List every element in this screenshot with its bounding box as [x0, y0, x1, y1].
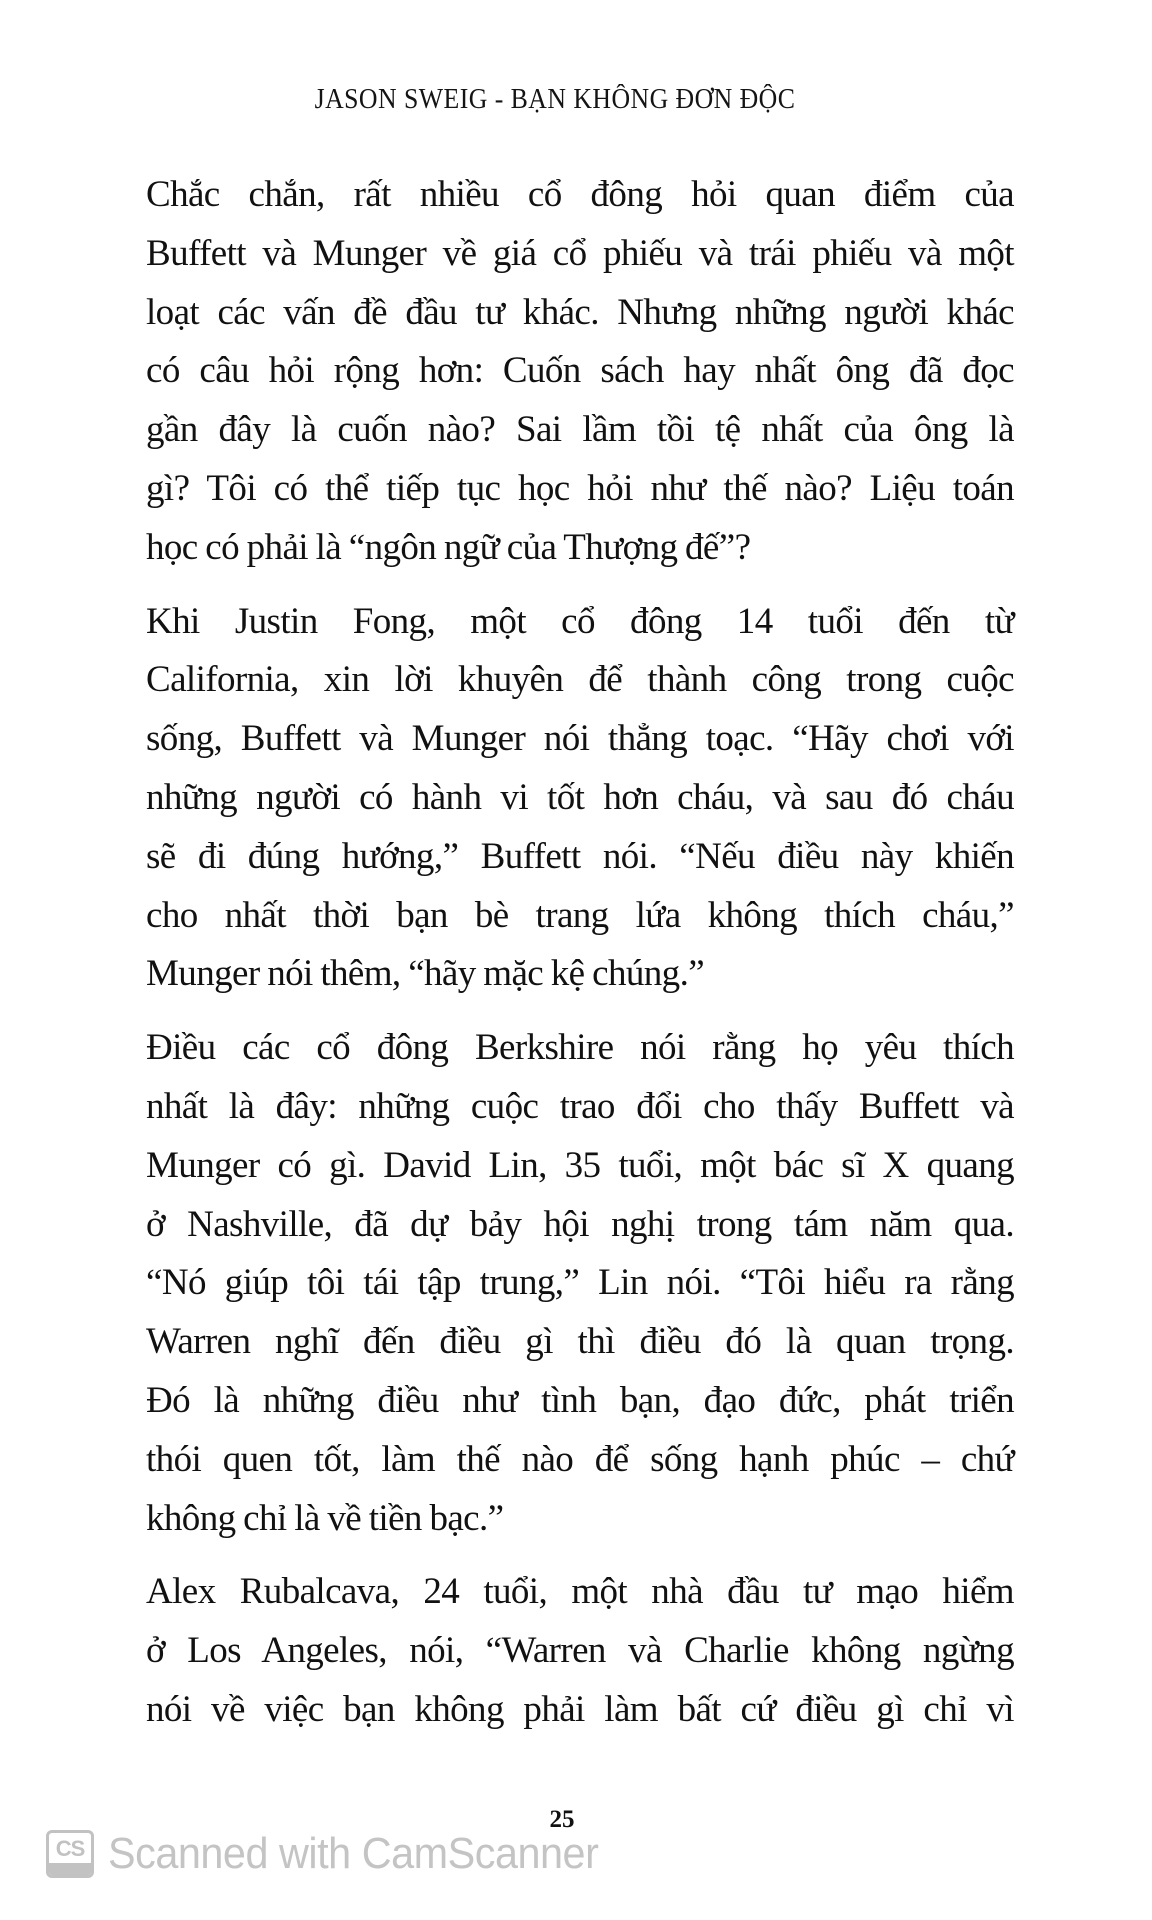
text-line: Munger có gì. David Lin, 35 tuổi, một bác sĩ X quang — [146, 1144, 1014, 1186]
text-line: Buffett và Munger về giá cổ phiếu và trái phiếu và một — [146, 232, 1014, 274]
logo-text: CS — [55, 1836, 85, 1861]
text-line: Munger nói thêm, “hãy mặc kệ chúng.” — [146, 953, 705, 995]
running-head — [44, 84, 1104, 116]
watermark-text: Scanned with CamScanner — [108, 1829, 599, 1878]
text-line: “Nó giúp tôi tái tập trung,” Lin nói. “Tôi hiểu ra rằng — [146, 1262, 1014, 1304]
text-line: gần đây là cuốn nào? Sai lầm tồi tệ nhất của ông là — [146, 409, 1014, 451]
text-line: ở Los Angeles, nói, “Warren và Charlie không ngừng — [146, 1630, 1014, 1672]
paragraph-3 — [98, 1019, 1014, 1548]
text-line: sẽ đi đúng hướng,” Buffett nói. “Nếu điều này khiến — [146, 835, 1014, 877]
text-line: nói về việc bạn không phải làm bất cứ điều gì chỉ vì — [146, 1688, 1014, 1730]
text-line: ở Nashville, đã dự bảy hội nghị trong tám năm qua. — [146, 1203, 1014, 1245]
text-line: gì? Tôi có thể tiếp tục học hỏi như thế nào? Liệu toán — [146, 467, 1014, 509]
paragraph-4 — [98, 1563, 1014, 1739]
logo-strip — [49, 1863, 91, 1875]
camscanner-watermark — [46, 1828, 630, 1880]
text-line: không chỉ là về tiền bạc.” — [146, 1497, 504, 1539]
text-line: Điều các cổ đông Berkshire nói rằng họ yêu thích — [146, 1027, 1014, 1069]
text-line: Khi Justin Fong, một cổ đông 14 tuổi đến từ — [146, 600, 1014, 642]
paragraph-2 — [98, 593, 1014, 1005]
text-line: Đó là những điều như tình bạn, đạo đức, phát triển — [146, 1379, 1014, 1421]
text-line: học có phải là “ngôn ngữ của Thượng đế”? — [146, 526, 751, 568]
text-line: sống, Buffett và Munger nói thẳng toạc. “Hãy chơi với — [146, 718, 1014, 760]
text-line: loạt các vấn đề đầu tư khác. Nhưng những người khác — [146, 291, 1014, 333]
text-line: California, xin lời khuyên để thành công trong cuộc — [146, 659, 1014, 701]
text-line: có câu hỏi rộng hơn: Cuốn sách hay nhất ông đã đọc — [146, 350, 1014, 392]
text-line: thói quen tốt, làm thế nào để sống hạnh phúc – chứ — [146, 1438, 1014, 1480]
text-line: Warren nghĩ đến điều gì thì điều đó là quan trọng. — [146, 1321, 1014, 1363]
text-line: cho nhất thời bạn bè trang lứa không thích cháu,” — [146, 894, 1014, 936]
running-head-text: JASON SWEIG - BẠN KHÔNG ĐƠN ĐỘC — [314, 84, 796, 115]
paragraph-1 — [98, 166, 1014, 578]
text-line: nhất là đây: những cuộc trao đổi cho thấy Buffett và — [146, 1085, 1014, 1127]
camscanner-logo-icon — [46, 1830, 94, 1878]
body-text — [98, 166, 1014, 1740]
text-line: những người có hành vi tốt hơn cháu, và sau đó cháu — [146, 776, 1014, 818]
text-line: Chắc chắn, rất nhiều cổ đông hỏi quan điểm của — [146, 174, 1014, 215]
text-line: Alex Rubalcava, 24 tuổi, một nhà đầu tư mạo hiểm — [146, 1571, 1014, 1613]
page-number: 25 — [549, 1806, 575, 1833]
